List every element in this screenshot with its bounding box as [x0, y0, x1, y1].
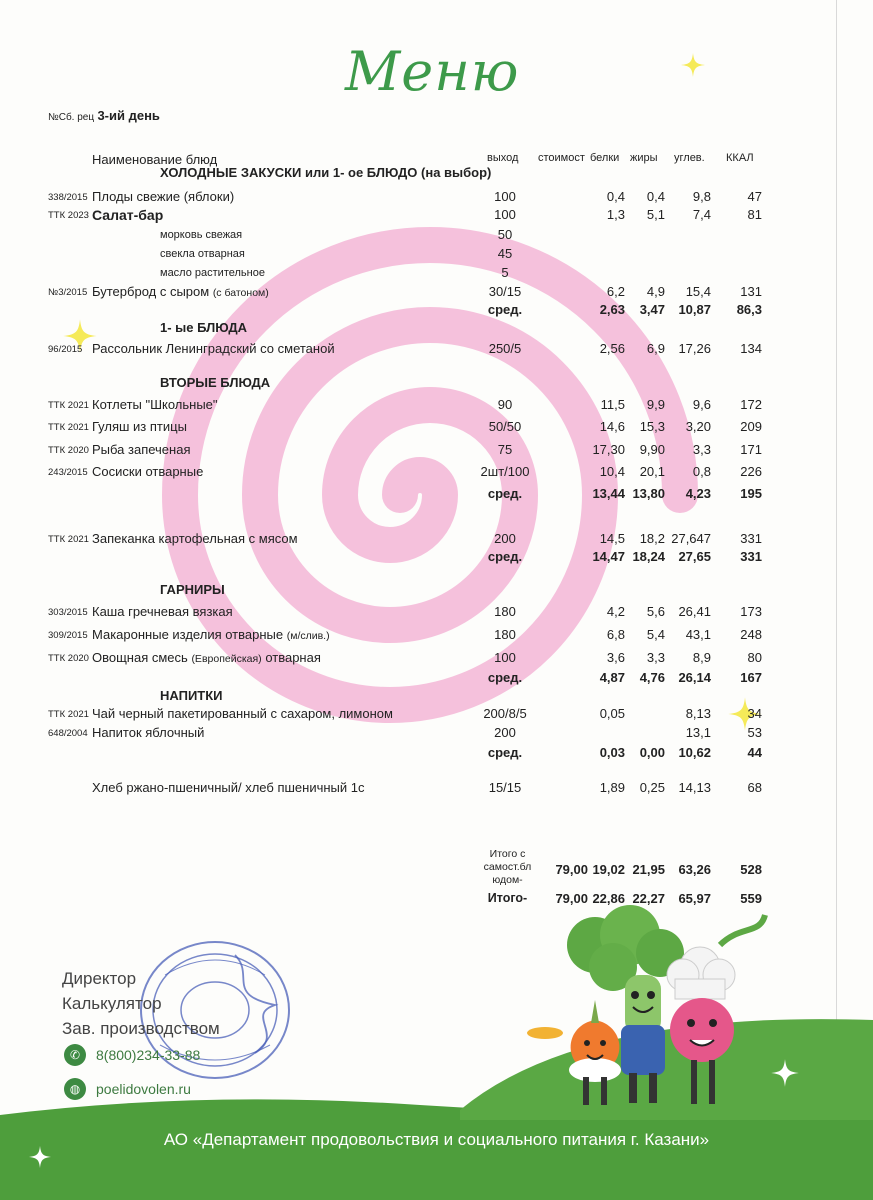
dish-note: (м/слив.)	[286, 630, 330, 642]
yield-cell: сред.	[487, 549, 523, 564]
carb-cell: 3,3	[692, 442, 711, 457]
section-title: НАПИТКИ	[160, 688, 223, 703]
protein-cell: 10,4	[599, 464, 625, 479]
recipe-code: ТТК 2021	[48, 534, 89, 545]
yield-cell: 100	[494, 189, 516, 204]
footer-company: АО «Департамент продовольствия и социального питания г. Казани»	[163, 1130, 710, 1149]
dish-title: Гуляш из птицы	[92, 419, 187, 434]
yield-cell: 2шт/100	[480, 464, 530, 479]
dish-row	[0, 341, 873, 359]
kcal-cell: 195	[740, 486, 762, 501]
total-carb: 63,26	[678, 862, 711, 877]
fat-cell: 13,80	[632, 486, 665, 501]
kcal-cell: 81	[747, 207, 762, 222]
ingredient-row	[0, 246, 873, 264]
carb-cell: 43,1	[685, 627, 711, 642]
dish-title: Напиток яблочный	[92, 725, 205, 740]
protein-cell: 17,30	[592, 442, 625, 457]
kcal-cell: 86,3	[736, 302, 762, 317]
dish-row	[0, 650, 873, 668]
protein-cell: 2,56	[599, 341, 625, 356]
kcal-cell: 173	[740, 604, 762, 619]
section-title: 1- ые БЛЮДА	[160, 320, 247, 335]
dish-name	[92, 341, 335, 356]
globe-icon: ◍	[64, 1078, 86, 1100]
col-cost-header: стоимост	[538, 152, 585, 164]
carb-cell: 17,26	[678, 341, 711, 356]
fat-cell: 18,24	[632, 549, 665, 564]
kcal-cell: 331	[740, 531, 762, 546]
dish-row	[0, 464, 873, 482]
total-cost: 79,00	[555, 891, 588, 906]
fat-cell: 0,00	[639, 745, 665, 760]
dish-name	[92, 464, 203, 479]
protein-cell: 0,03	[599, 745, 625, 760]
protein-cell: 4,2	[606, 604, 625, 619]
recipe-code: ТТК 2020	[48, 653, 89, 664]
dish-title: Бутерброд с сыром	[92, 284, 210, 299]
protein-cell: 6,2	[606, 284, 625, 299]
dish-name	[92, 706, 393, 721]
yield-cell: 200	[494, 531, 516, 546]
average-row	[0, 486, 873, 504]
fat-cell: 5,6	[646, 604, 665, 619]
section-header-row	[0, 582, 873, 600]
dish-title-suffix: отварная	[265, 650, 321, 665]
dish-name	[92, 419, 187, 434]
total-protein: 19,02	[592, 862, 625, 877]
dish-row	[0, 189, 873, 207]
dish-name	[92, 397, 218, 412]
dish-title: Сосиски отварные	[92, 464, 204, 479]
dish-note: (с батоном)	[212, 287, 269, 299]
yield-cell: 5	[501, 265, 509, 280]
total-kcal: 528	[740, 862, 762, 877]
fat-cell: 3,47	[639, 302, 665, 317]
carb-cell: 27,65	[678, 549, 711, 564]
fat-cell: 5,4	[646, 627, 665, 642]
total-label: Итого с самост.бл юдом-	[483, 848, 532, 886]
yield-cell: 100	[494, 650, 516, 665]
carb-cell: 10,62	[678, 745, 711, 760]
kcal-cell: 80	[747, 650, 762, 665]
kcal-cell: 209	[740, 419, 762, 434]
carb-cell: 10,87	[678, 302, 711, 317]
yield-cell: 45	[497, 246, 513, 261]
production-head-signature: Зав. производством	[62, 1019, 220, 1038]
total-fat: 22,27	[632, 891, 665, 906]
phone-number: 8(800)234-33-88	[96, 1047, 201, 1063]
fat-cell: 3,3	[646, 650, 665, 665]
dish-title: Хлеб ржано-пшеничный/ хлеб пшеничный 1с	[92, 780, 365, 795]
total-cost: 79,00	[555, 862, 588, 877]
col-out-header: выход	[487, 152, 519, 164]
fat-cell: 9,9	[646, 397, 665, 412]
fat-cell: 4,76	[639, 670, 665, 685]
dish-title: Рыба запеченая	[92, 442, 191, 457]
star-icon	[680, 52, 706, 78]
dish-title: Каша гречневая вязкая	[92, 604, 233, 619]
protein-cell: 14,6	[599, 419, 625, 434]
protein-cell: 0,4	[606, 189, 625, 204]
fat-cell: 0,4	[646, 189, 665, 204]
total-carb: 65,97	[678, 891, 711, 906]
dish-row	[0, 627, 873, 645]
section-title: ГАРНИРЫ	[160, 582, 225, 597]
phone-icon: ✆	[64, 1044, 86, 1066]
dish-row	[0, 442, 873, 460]
carb-cell: 3,20	[685, 419, 711, 434]
dish-name	[92, 725, 204, 740]
fat-cell: 6,9	[646, 341, 665, 356]
dish-row	[0, 531, 873, 549]
kcal-cell: 68	[747, 780, 762, 795]
carb-cell: 26,41	[678, 604, 711, 619]
yield-cell: 15/15	[488, 780, 522, 795]
yield-cell: 250/5	[488, 341, 522, 356]
kcal-cell: 248	[740, 627, 762, 642]
total-row	[0, 862, 873, 880]
yield-cell: сред.	[487, 486, 523, 501]
yield-cell: 100	[494, 207, 516, 222]
ingredient-row	[0, 265, 873, 283]
dish-name	[92, 531, 298, 546]
dish-title: Чай черный пакетированный с сахаром, лимоном	[92, 706, 393, 721]
carb-cell: 0,8	[692, 464, 711, 479]
carb-cell: 9,8	[692, 189, 711, 204]
section-header-row	[0, 320, 873, 338]
ingredient-name: масло растительное	[160, 267, 265, 279]
section-title: ХОЛОДНЫЕ ЗАКУСКИ или 1- ое БЛЮДО (на выбор)	[160, 165, 492, 180]
recipe-code: 648/2004	[48, 728, 88, 739]
kcal-cell: 131	[740, 284, 762, 299]
protein-cell: 11,5	[600, 397, 625, 412]
recipe-code: 96/2015	[48, 344, 83, 355]
dish-title: Запеканка картофельная с мясом	[92, 531, 298, 546]
dish-row	[0, 706, 873, 724]
dish-name	[92, 604, 233, 619]
dish-name	[92, 442, 190, 457]
total-kcal: 559	[740, 891, 762, 906]
recipe-code: 243/2015	[48, 467, 88, 478]
recipe-code: ТТК 2023	[48, 210, 89, 221]
yield-cell: 50	[497, 227, 513, 242]
recipe-code: ТТК 2021	[48, 422, 89, 433]
recipe-code: 303/2015	[48, 607, 88, 618]
section-header-row	[0, 375, 873, 393]
protein-cell: 0,05	[599, 706, 625, 721]
protein-cell: 6,8	[606, 627, 625, 642]
phone-contact	[64, 1044, 200, 1066]
col-fat-header: жиры	[630, 152, 658, 164]
day-ref: рец	[77, 112, 95, 123]
yield-cell: сред.	[487, 302, 523, 317]
dish-name	[92, 189, 234, 204]
section-header-row	[0, 688, 873, 706]
section-header-row	[0, 165, 873, 183]
col-prot-header: белки	[590, 152, 620, 164]
protein-cell: 4,87	[599, 670, 625, 685]
carb-cell: 7,4	[692, 207, 711, 222]
yield-cell: 180	[494, 627, 516, 642]
kcal-cell: 34	[747, 706, 762, 721]
carb-cell: 8,13	[685, 706, 711, 721]
carb-cell: 4,23	[685, 486, 711, 501]
average-row	[0, 302, 873, 320]
day-number: 3-ий день	[97, 108, 160, 123]
dish-name	[92, 284, 269, 299]
ingredient-row	[0, 227, 873, 245]
carb-cell: 27,647	[671, 531, 711, 546]
fat-cell: 18,2	[639, 531, 665, 546]
col-carb-header: углев.	[674, 152, 705, 164]
kcal-cell: 167	[740, 670, 762, 685]
carb-cell: 15,4	[685, 284, 711, 299]
yield-cell: 50/50	[488, 419, 522, 434]
average-row	[0, 745, 873, 763]
calculator-signature: Калькулятор	[62, 994, 162, 1013]
fat-cell: 0,25	[639, 780, 665, 795]
dish-name	[92, 627, 330, 642]
yield-cell: 200	[494, 725, 516, 740]
kcal-cell: 47	[747, 189, 762, 204]
dish-row	[0, 604, 873, 622]
fat-cell: 4,9	[646, 284, 665, 299]
dish-name	[92, 650, 321, 665]
fat-cell: 5,1	[646, 207, 665, 222]
kcal-cell: 171	[740, 442, 762, 457]
total-label: Итого-	[487, 891, 528, 905]
carb-cell: 8,9	[692, 650, 711, 665]
kcal-cell: 44	[747, 745, 762, 760]
dish-row	[0, 207, 873, 225]
yield-cell: 200/8/5	[483, 706, 527, 721]
section-title: ВТОРЫЕ БЛЮДА	[160, 375, 271, 390]
recipe-code: ТТК 2021	[48, 400, 89, 411]
total-fat: 21,95	[632, 862, 665, 877]
director-signature: Директор	[62, 969, 137, 988]
fat-cell: 15,3	[639, 419, 665, 434]
fat-cell: 20,1	[639, 464, 665, 479]
protein-cell: 2,63	[599, 302, 625, 317]
protein-cell: 14,5	[599, 531, 625, 546]
recipe-code: ТТК 2021	[48, 709, 89, 720]
yield-cell: сред.	[487, 745, 523, 760]
recipe-code: 338/2015	[48, 192, 88, 203]
yield-cell: 30/15	[488, 284, 522, 299]
vegetable-mascots	[525, 905, 785, 1115]
average-row	[0, 549, 873, 567]
carb-cell: 26,14	[678, 670, 711, 685]
dish-title: Рассольник Ленинградский со сметаной	[92, 341, 335, 356]
site-link[interactable]: poelidovolen.ru	[96, 1081, 191, 1097]
protein-cell: 14,47	[592, 549, 625, 564]
yield-cell: 75	[497, 442, 513, 457]
carb-cell: 14,13	[678, 780, 711, 795]
ingredient-name: свекла отварная	[160, 248, 245, 260]
fat-cell: 9,90	[639, 442, 665, 457]
day-prefix: №Сб.	[48, 112, 78, 123]
dish-row	[0, 780, 873, 798]
signatures	[62, 966, 220, 1041]
yield-cell: 90	[497, 397, 513, 412]
average-row	[0, 670, 873, 688]
recipe-code: ТТК 2020	[48, 445, 89, 456]
col-name-header: Наименование блюд	[92, 152, 218, 167]
kcal-cell: 134	[740, 341, 762, 356]
dish-row	[0, 397, 873, 415]
total-protein: 22,86	[592, 891, 625, 906]
carb-cell: 9,6	[692, 397, 711, 412]
dish-row	[0, 284, 873, 302]
protein-cell: 3,6	[606, 650, 625, 665]
protein-cell: 13,44	[592, 486, 625, 501]
dish-title: Плоды свежие (яблоки)	[92, 189, 235, 204]
recipe-code: №3/2015	[48, 287, 88, 298]
ingredient-name: морковь свежая	[160, 229, 243, 241]
dish-title: Овощная смесь	[92, 650, 188, 665]
col-kcal-header: ККАЛ	[726, 152, 754, 164]
carb-cell: 13,1	[685, 725, 711, 740]
dish-name	[92, 780, 364, 795]
kcal-cell: 172	[740, 397, 762, 412]
kcal-cell: 226	[740, 464, 762, 479]
dish-title: Макаронные изделия отварные	[92, 627, 284, 642]
recipe-code: 309/2015	[48, 630, 88, 641]
dish-row	[0, 419, 873, 437]
dish-note: (Европейская)	[191, 653, 262, 665]
kcal-cell: 331	[740, 549, 762, 564]
dish-row	[0, 725, 873, 743]
dish-title: Котлеты "Школьные"	[92, 397, 218, 412]
protein-cell: 1,3	[606, 207, 625, 222]
yield-cell: 180	[494, 604, 516, 619]
protein-cell: 1,89	[599, 780, 625, 795]
day-label	[48, 108, 160, 123]
kcal-cell: 53	[747, 725, 762, 740]
yield-cell: сред.	[487, 670, 523, 685]
page-title: Меню	[345, 40, 520, 103]
dish-name	[92, 207, 163, 223]
dish-title: Салат-бар	[92, 207, 164, 223]
